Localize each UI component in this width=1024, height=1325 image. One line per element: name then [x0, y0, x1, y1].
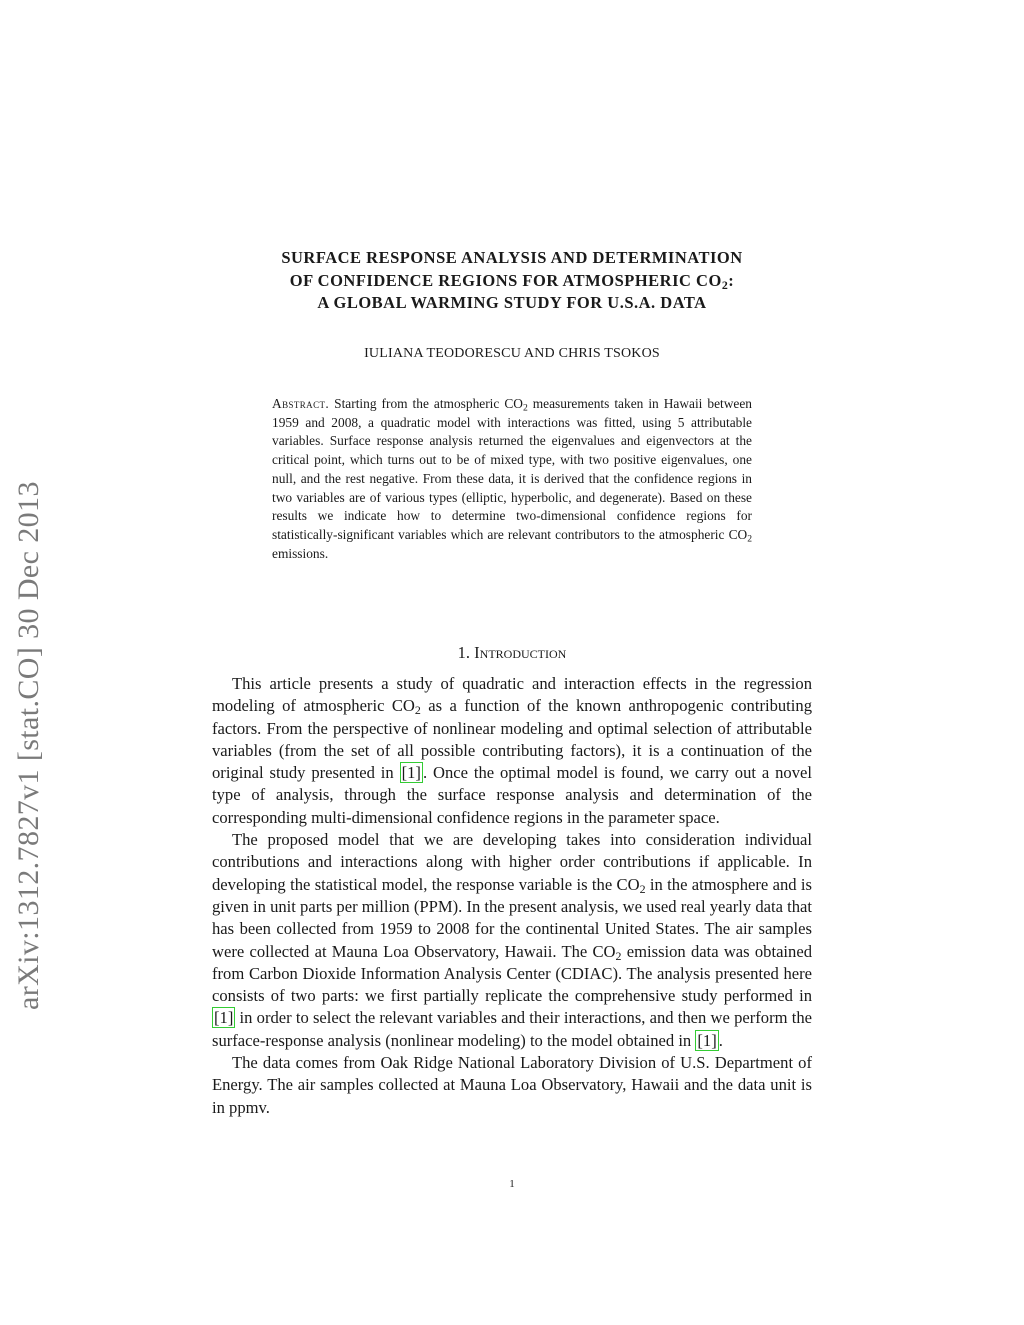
abstract-text-2: measurements taken in Hawaii between 1959 and 2008, a quadratic model with interactions was fitted, using 5 attributable variables. Surface response analysis returned the eigenvalues and eigenvectors at the critical point, which turns out to be of mixed type, with two positive eigenvalues, one null, and the rest negative. From these data, it is derived that the confidence regions in two variables are of various types (elliptic, hyperbolic, and degenerate). Based on these results we indicate how to determine two-dimensional confidence regions for statistically-significant variables which are relevant contributors to the atmospheric CO [272, 396, 752, 542]
title-line-2 [150, 270, 874, 293]
p2-text-a: The proposed model that we are developing takes into consideration individual contributions and interactions along with higher order contributions if applicable. In developing the statistical model, the response variable is the CO [212, 830, 812, 894]
paragraph-3 [212, 1052, 812, 1119]
p1-text-c: . Once the optimal model is found, we carry out a novel type of analysis, through the surface response analysis and determination of the corresponding multi-dimensional confidence regions in the parameter space. [212, 763, 812, 827]
abstract-co2-subscript-2: 2 [747, 533, 752, 545]
introduction-body [212, 673, 812, 1119]
abstract-co2-subscript-1: 2 [522, 402, 528, 414]
citation-link-1[interactable]: [1] [401, 763, 421, 783]
p2-text-d: in order to select the relevant variables and their interactions, and then we perform the surface-response analysis (nonlinear modeling) to the model obtained in [212, 1008, 812, 1050]
section-heading-introduction [150, 643, 874, 663]
citation-link-2[interactable]: [1] [214, 1008, 234, 1028]
abstract [272, 395, 752, 563]
p2-co2-subscript-1: 2 [639, 881, 646, 896]
p1-text-b: as a function of the known anthropogenic contributing factors. From the perspective of nonlinear modeling and optimal selection of attributable variables (from the set of all possible contributing factors), it is a continuation of the original study presented in [212, 696, 812, 783]
arxiv-identifier-stamp[interactable]: arXiv:1312.7827v1 [stat.CO] 30 Dec 2013 [12, 481, 45, 1010]
section-number: 1. [457, 643, 471, 662]
title-line-2-colon: : [728, 270, 735, 290]
paper-title [150, 247, 874, 315]
p3-text: The data comes from Oak Ridge National Laboratory Division of U.S. Department of Energy. The air samples collected at Mauna Loa Observatory, Hawaii and the data unit is in ppmv. [212, 1053, 812, 1117]
abstract-text-1: Starting from the atmospheric CO [329, 396, 523, 411]
paragraph-1 [212, 673, 812, 829]
section-title: Introduction [474, 643, 567, 662]
p1-co2-subscript: 2 [414, 703, 421, 718]
title-line-2-text: OF CONFIDENCE REGIONS FOR ATMOSPHERIC CO [289, 270, 722, 290]
paragraph-2 [212, 829, 812, 1052]
abstract-text-3: emissions. [272, 545, 329, 561]
p1-text-a: This article presents a study of quadratic and interaction effects in the regression modeling of atmospheric CO [212, 674, 812, 716]
citation-link-3[interactable]: [1] [697, 1030, 717, 1050]
title-co2-subscript: 2 [721, 277, 729, 292]
p2-text-e: . [718, 1030, 723, 1050]
p2-co2-subscript-2: 2 [615, 948, 622, 963]
title-line-1: SURFACE RESPONSE ANALYSIS AND DETERMINATION [281, 248, 743, 267]
abstract-label: Abstract. [272, 396, 330, 411]
p2-text-b: in the atmosphere and is given in unit parts per million (PPM). In the present analysis, we used real yearly data that has been collected from 1959 to 2008 for the continental United States. The air samples were collected at Mauna Loa Observatory, Hawaii. The CO [212, 874, 812, 961]
author-names: IULIANA TEODORESCU AND CHRIS TSOKOS [364, 346, 660, 361]
p2-text-c: emission data was obtained from Carbon Dioxide Information Analysis Center (CDIAC). The analysis presented here consists of two parts: we first partially replicate the comprehensive study performed in [212, 941, 813, 1006]
title-line-3: A GLOBAL WARMING STUDY FOR U.S.A. DATA [317, 293, 707, 312]
page-number: 1 [509, 1178, 515, 1190]
